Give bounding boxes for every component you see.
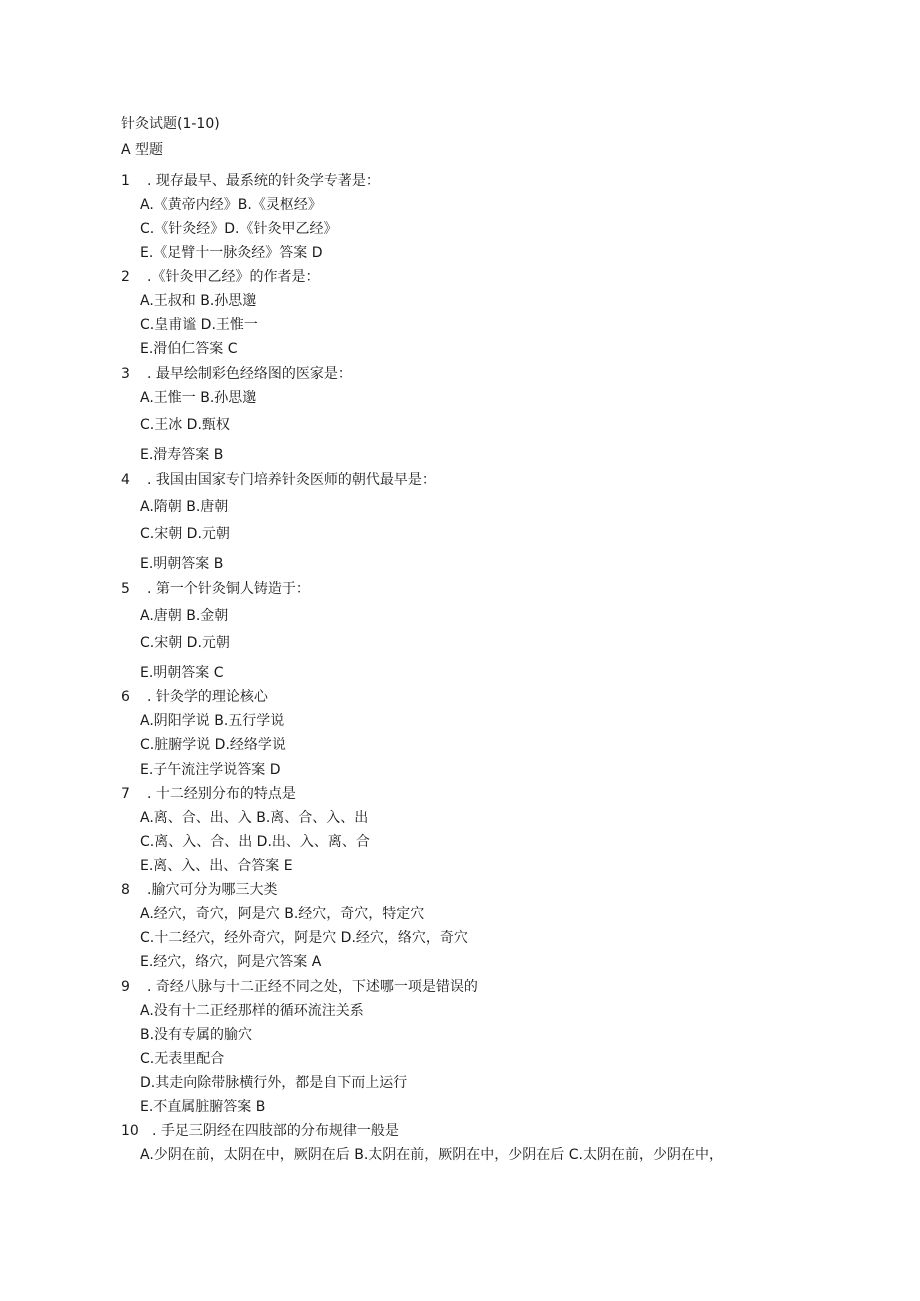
question-5-option-line: E.明朝答案 C [140, 665, 224, 681]
question-9-stem [121, 978, 478, 996]
question-number: 5 [121, 581, 130, 597]
question-text: . 我国由国家专门培养针灸医师的朝代最早是： [147, 472, 436, 488]
question-1-option-line: A.《黄帝内经》B.《灵枢经》 [140, 197, 322, 213]
question-text: . 最早绘制彩色经络图的医家是： [147, 366, 352, 382]
question-text: . 现存最早、最系统的针灸学专著是： [147, 173, 380, 189]
question-number: 9 [121, 979, 130, 995]
question-8-option-line: E.经穴，络穴，阿是穴答案 A [140, 954, 322, 970]
question-3-option-line: E.滑寿答案 B [140, 447, 224, 463]
question-10-stem [121, 1122, 399, 1140]
question-1-option-line: E.《足臂十一脉灸经》答案 D [140, 245, 323, 261]
question-text: . 针灸学的理论核心 [147, 689, 268, 705]
question-number: 3 [121, 366, 130, 382]
question-7-option-line: A.离、合、出、入 B.离、合、入、出 [140, 810, 369, 826]
question-5-option-line: C.宋朝 D.元朝 [140, 635, 230, 651]
question-text: .《针灸甲乙经》的作者是： [147, 269, 320, 285]
question-3-option-line: C.王冰 D.甄权 [140, 417, 230, 433]
question-1-stem [121, 172, 380, 190]
question-text: . 十二经别分布的特点是 [147, 786, 296, 802]
question-6-option-line: C.脏腑学说 D.经络学说 [140, 737, 286, 753]
question-9-option-line: E.不直属脏腑答案 B [140, 1099, 266, 1115]
question-number: 2 [121, 269, 130, 285]
question-2-option-line: A.王叔和 B.孙思邈 [140, 293, 257, 309]
question-3-option-line: A.王惟一 B.孙思邈 [140, 390, 257, 406]
question-text: . 手足三阴经在四肢部的分布规律一般是 [152, 1123, 399, 1139]
question-8-option-line: A.经穴，奇穴，阿是穴 B.经穴，奇穴，特定穴 [140, 906, 425, 922]
question-9-option-line: D.其走向除带脉横行外，都是自下而上运行 [140, 1075, 408, 1091]
question-4-option-line: E.明朝答案 B [140, 556, 224, 572]
question-10-option-line: A.少阴在前，太阴在中，厥阴在后 B.太阴在前，厥阴在中，少阴在后 C.太阴在前，少阴在中， [140, 1147, 723, 1163]
question-text: .腧穴可分为哪三大类 [147, 882, 278, 898]
question-number: 4 [121, 472, 130, 488]
question-3-stem [121, 365, 352, 383]
question-4-stem [121, 471, 436, 489]
question-2-option-line: C.皇甫谧 D.王惟一 [140, 317, 258, 333]
question-5-stem [121, 580, 310, 598]
question-9-option-line: B.没有专属的腧穴 [140, 1027, 253, 1043]
section-heading: A 型题 [121, 142, 164, 158]
question-5-option-line: A.唐朝 B.金朝 [140, 608, 229, 624]
question-number: 7 [121, 786, 130, 802]
question-7-option-line: C.离、入、合、出 D.出、入、离、合 [140, 834, 370, 850]
question-2-option-line: E.滑伯仁答案 C [140, 341, 238, 357]
question-6-stem [121, 688, 268, 706]
question-8-option-line: C.十二经穴，经外奇穴，阿是穴 D.经穴，络穴，奇穴 [140, 930, 468, 946]
question-2-stem [121, 268, 319, 286]
question-6-option-line: A.阴阳学说 B.五行学说 [140, 713, 285, 729]
question-number: 6 [121, 689, 130, 705]
question-text: . 第一个针灸铜人铸造于： [147, 581, 310, 597]
question-number: 8 [121, 882, 130, 898]
question-7-option-line: E.离、入、出、合答案 E [140, 858, 293, 874]
question-4-option-line: C.宋朝 D.元朝 [140, 526, 230, 542]
question-4-option-line: A.隋朝 B.唐朝 [140, 499, 229, 515]
question-1-option-line: C.《针灸经》D.《针灸甲乙经》 [140, 221, 338, 237]
question-number: 1 [121, 173, 130, 189]
question-9-option-line: C.无表里配合 [140, 1051, 225, 1067]
question-9-option-line: A.没有十二正经那样的循环流注关系 [140, 1003, 364, 1019]
question-7-stem [121, 785, 296, 803]
question-text: . 奇经八脉与十二正经不同之处，下述哪一项是错误的 [147, 979, 478, 995]
question-6-option-line: E.子午流注学说答案 D [140, 762, 281, 778]
question-number: 10 [121, 1123, 139, 1139]
question-8-stem [121, 881, 277, 899]
document-title: 针灸试题(1-10) [121, 116, 220, 132]
